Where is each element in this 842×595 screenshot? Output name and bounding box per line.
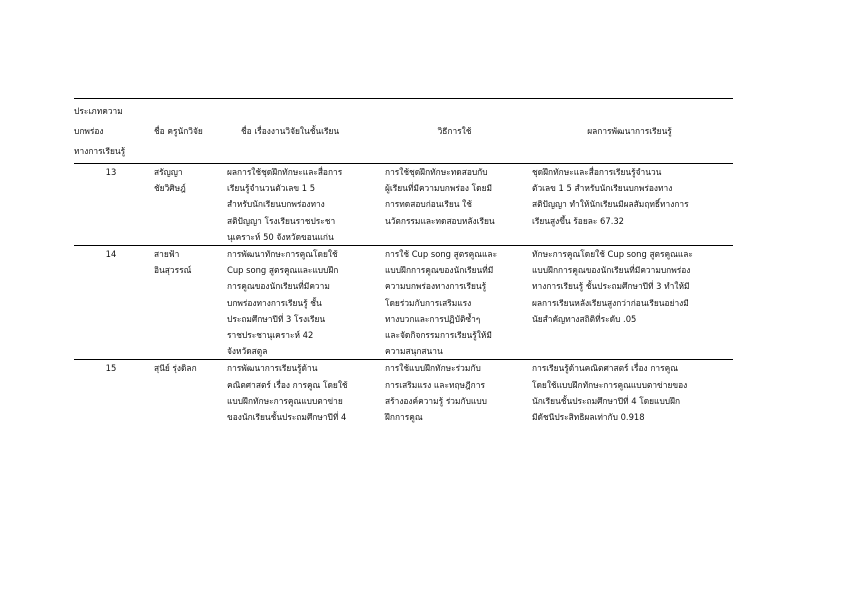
text-line: การใช้แบบฝึกทักษะร่วมกับ — [385, 363, 481, 374]
text-line: ตัวเลข 1 5 สำหรับนักเรียนบกพร่องทาง — [532, 183, 673, 194]
text-line: ความบกพร่องทางการเรียนรู้ — [385, 281, 487, 292]
text-line: สร้างองค์ความรู้ ร่วมกับแบบ — [385, 395, 487, 406]
text-line: ความสนุกสนาน — [385, 346, 443, 357]
text-line: เรียนสูงขึ้น ร้อยละ 67.32 — [532, 215, 625, 226]
text-line: จังหวัดสตูล — [227, 346, 268, 357]
row-number: 15 — [105, 363, 117, 374]
research-title — [227, 360, 383, 425]
result-cell — [526, 164, 733, 246]
text-line: การใช้ชุดฝึกทักษะทดสอบกับ — [385, 167, 488, 177]
text-line: ผลการเรียนหลังเรียนสูงกว่าก่อนเรียนอย่างมี — [532, 297, 689, 308]
text-line: และจัดกิจกรรมการเรียนรู้ให้มี — [385, 330, 492, 341]
text-line: บกพร่องทางการเรียนรู้ ชั้น — [227, 297, 322, 308]
text-line: การพัฒนาทักษะการคูณโดยใช้ — [227, 249, 338, 260]
text-line: แบบฝึกทักษะการคูณแบบตาข่าย — [227, 395, 343, 406]
text-line: ชุดฝึกทักษะและสื่อการเรียนรู้จำนวน — [532, 167, 662, 177]
header-category-line: ทางการเรียนรู้ — [74, 146, 126, 156]
text-line: นุเคราะห์ 50 จังหวัดขอนแก่น — [227, 231, 334, 242]
researcher-name — [144, 360, 227, 425]
table-row — [74, 164, 733, 246]
researcher-name — [144, 164, 227, 246]
text-line: ทางบวกและการปฏิบัติซ้ำๆ — [385, 313, 481, 324]
text-line: สติปัญญา โรงเรียนราชประชา — [227, 215, 336, 226]
header-method: วิธีการใช้ — [437, 125, 472, 136]
text-line: นักเรียนชั้นประถมศึกษาปีที่ 4 โดยแบบฝึก — [532, 395, 681, 406]
text-line: นัยสำคัญทางสถิติที่ระดับ .05 — [532, 313, 637, 324]
header-research-title: ชื่อ เรื่องงานวิจัยในชั้นเรียน — [241, 125, 340, 136]
text-line: การพัฒนาการเรียนรู้ด้าน — [227, 363, 318, 374]
text-line: คณิตศาสตร์ เรื่อง การคูณ โดยใช้ — [227, 379, 348, 390]
text-line: แบบฝึกการคูณของนักเรียนที่มีความบกพร่อง — [532, 265, 691, 276]
text-line: สติปัญญา ทำให้นักเรียนมีผลสัมฤทธิ์ทางการ — [532, 199, 689, 210]
text-line: นวัตกรรมและทดสอบหลังเรียน — [385, 215, 495, 226]
text-line: การทดสอบก่อนเรียน ใช้ — [385, 199, 472, 210]
text-line: ประถมศึกษาปีที่ 3 โรงเรียน — [227, 313, 326, 324]
text-line: สายฟ้า — [154, 249, 180, 260]
text-line: อินสุวรรณ์ — [154, 265, 192, 276]
text-line: ผู้เรียนที่มีความบกพร่อง โดยมี — [385, 183, 493, 194]
text-line: สุนีย์ รุ่งดิลก — [154, 363, 197, 374]
text-line: เรียนรู้จำนวนตัวเลข 1 5 — [227, 183, 316, 194]
header-category-line: ประเภทความ — [74, 106, 123, 116]
header-category — [74, 99, 144, 164]
text-line: สรัญญา — [154, 167, 183, 177]
text-line: ชัยวิศิษฎ์ — [154, 183, 186, 194]
row-number: 13 — [105, 167, 117, 177]
table-row — [74, 360, 733, 425]
text-line: มีดัชนีประสิทธิผลเท่ากับ 0.918 — [532, 412, 645, 423]
text-line: ทักษะการคูณโดยใช้ Cup song สูตรคูณและ — [532, 249, 693, 260]
table-row — [74, 246, 733, 360]
method-cell — [383, 246, 526, 360]
header-category-line: บกพร่อง — [74, 126, 104, 136]
text-line: สำหรับนักเรียนบกพร่องทาง — [227, 199, 325, 210]
text-line: โดยร่วมกับการเสริมแรง — [385, 297, 472, 308]
method-cell — [383, 164, 526, 246]
text-line: แบบฝึกการคูณของนักเรียนที่มี — [385, 265, 494, 276]
text-line: โดยใช้แบบฝึกทักษะการคูณแบบตาข่ายของ — [532, 379, 688, 390]
result-cell — [526, 360, 733, 425]
text-line: ราชประชานุเคราะห์ 42 — [227, 330, 314, 341]
research-title — [227, 246, 383, 360]
text-line: ของนักเรียนชั้นประถมศึกษาปีที่ 4 — [227, 412, 347, 423]
text-line: ทางการเรียนรู้ ชั้นประถมศึกษาปีที่ 3 ทำให้มี — [532, 281, 690, 292]
text-line: การเรียนรู้ด้านคณิตศาสตร์ เรื่อง การคูณ — [532, 363, 678, 374]
text-line: การใช้ Cup song สูตรคูณและ — [385, 249, 498, 260]
research-title — [227, 164, 383, 246]
header-result: ผลการพัฒนาการเรียนรู้ — [587, 125, 672, 136]
method-cell — [383, 360, 526, 425]
row-number: 14 — [105, 249, 117, 260]
text-line: ฝึกการคูณ — [385, 412, 423, 423]
text-line: การคูณของนักเรียนที่มีความ — [227, 281, 330, 292]
text-line: Cup song สูตรคูณและแบบฝึก — [227, 265, 339, 276]
table-header-row — [74, 99, 733, 164]
text-line: การเสริมแรง และทฤษฎีการ — [385, 379, 485, 390]
text-line: ผลการใช้ชุดฝึกทักษะและสื่อการ — [227, 167, 343, 177]
header-researcher: ชื่อ ครูนักวิจัย — [154, 125, 203, 136]
researcher-name — [144, 246, 227, 360]
result-cell — [526, 246, 733, 360]
research-table — [74, 98, 733, 425]
